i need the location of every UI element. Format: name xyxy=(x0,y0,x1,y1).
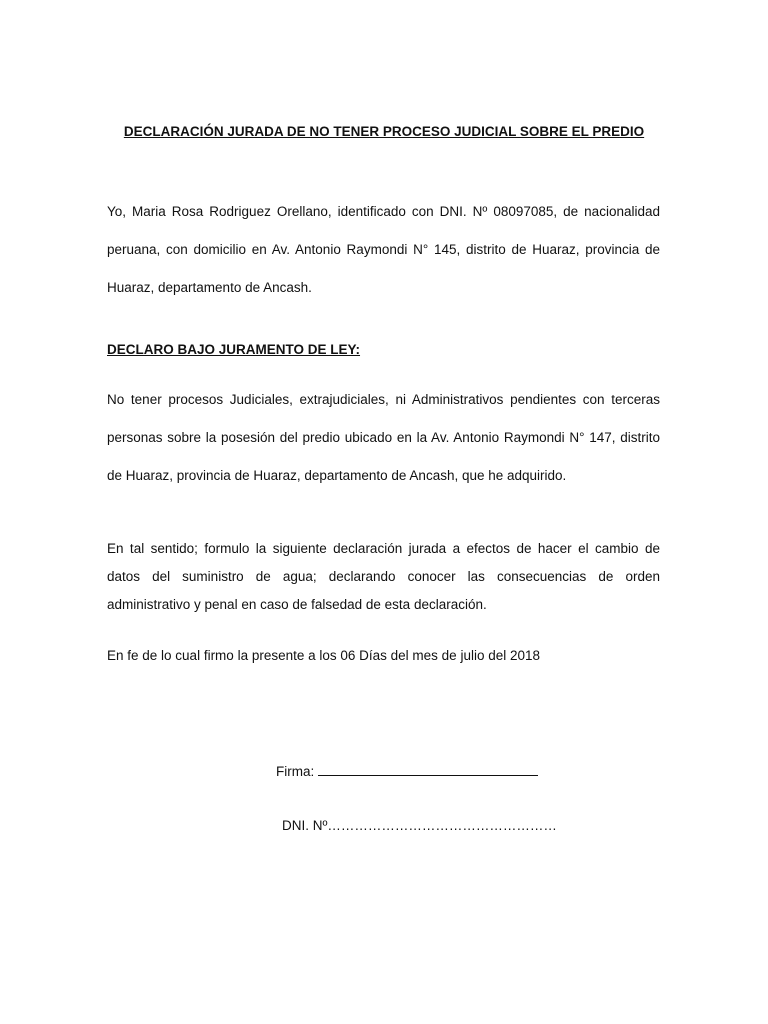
declaration-heading: DECLARO BAJO JURAMENTO DE LEY: xyxy=(107,342,361,357)
closing-statement: En fe de lo cual firmo la presente a los 06 Días del mes de julio del 2018 xyxy=(107,648,541,663)
purpose-paragraph xyxy=(107,535,660,619)
signature-row xyxy=(276,761,538,779)
dni-label: DNI. Nº…………………………………………… xyxy=(282,818,557,833)
intro-line: Yo, Maria Rosa Rodriguez Orellano, identificado con DNI. Nº 08097085, de nacionalidad xyxy=(107,204,660,219)
dni-row xyxy=(282,818,557,833)
intro-paragraph xyxy=(107,193,660,307)
declaration-line: de Huaraz, provincia de Huaraz, departamento de Ancash, que he adquirido. xyxy=(107,468,567,483)
declaration-paragraph xyxy=(107,381,660,495)
signature-line xyxy=(318,761,538,776)
intro-line: peruana, con domicilio en Av. Antonio Raymondi N° 145, distrito de Huaraz, provincia de xyxy=(107,242,660,257)
purpose-line: datos del suministro de agua; declarando conocer las consecuencias de orden xyxy=(107,569,660,584)
declaration-line: No tener procesos Judiciales, extrajudiciales, ni Administrativos pendientes con terceras xyxy=(107,392,660,407)
declaration-line: personas sobre la posesión del predio ubicado en la Av. Antonio Raymondi N° 147, distrito xyxy=(107,430,660,445)
document-title: DECLARACIÓN JURADA DE NO TENER PROCESO JUDICIAL SOBRE EL PREDIO xyxy=(123,124,645,139)
purpose-line: administrativo y penal en caso de falsedad de esta declaración. xyxy=(107,597,487,612)
purpose-line: En tal sentido; formulo la siguiente declaración jurada a efectos de hacer el cambio de xyxy=(107,541,660,556)
signature-label: Firma: xyxy=(276,764,315,779)
intro-line: Huaraz, departamento de Ancash. xyxy=(107,280,312,295)
